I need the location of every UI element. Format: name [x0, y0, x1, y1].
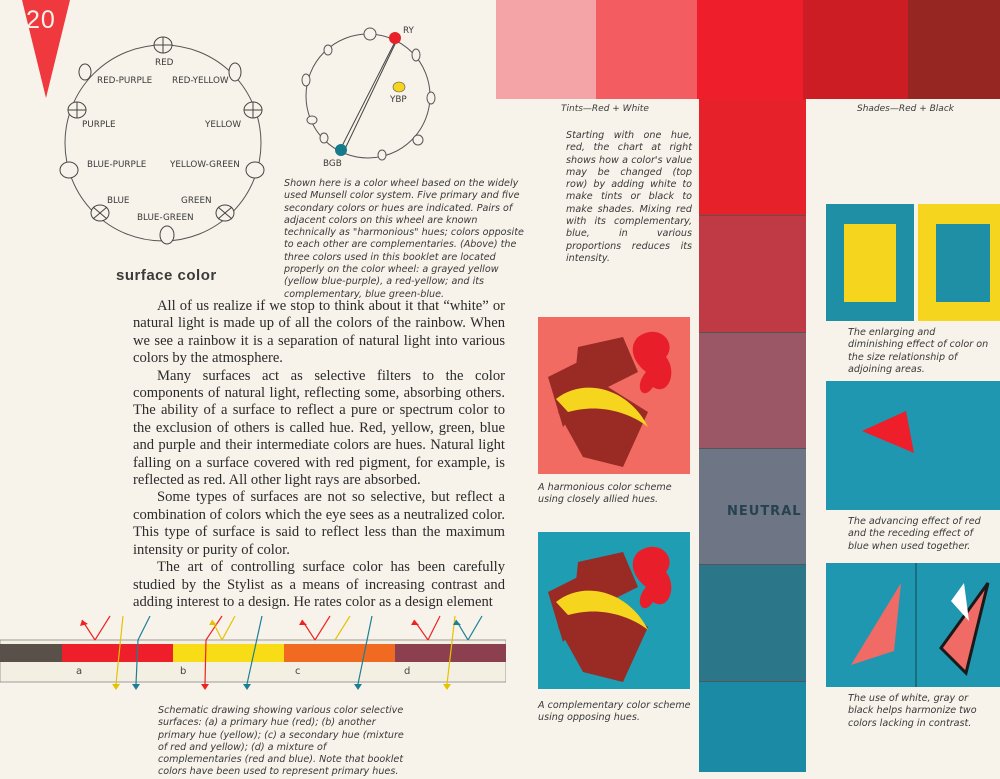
schematic-letter-a: a — [76, 666, 83, 677]
body-paragraph: Some types of surfaces are not so selective, but reflect a combination of colors which the eye sees as a neutralized color. This type of surface is said to reflect less than the maximum intensity or purity of color. — [133, 489, 505, 558]
intensity-swatch — [699, 682, 806, 772]
schematic-caption: Schematic drawing showing various color selective surfaces: (a) a primary hue (red); (b) another primary hue (yellow); (c) a secondary hue (mixture of red and yellow); (d) a mixture of complementaries (red and blue). Note that booklet colors have been used to represent primary hues. — [158, 705, 404, 778]
shades-label: Shades—Red + Black — [857, 104, 954, 114]
complementary-caption: A complementary color scheme using opposing hues. — [538, 700, 691, 724]
schematic-letter-c: c — [295, 666, 301, 677]
intensity-swatch — [699, 216, 806, 333]
harmonize-caption: The use of white, gray or black helps harmonize two colors lacking in contrast. — [848, 693, 977, 729]
wheel-label-green: GREEN — [181, 196, 212, 206]
wheel-label-yellow: YELLOW — [205, 120, 242, 130]
wheel-label-blue: BLUE — [107, 196, 130, 206]
harmonize-effect-panel — [826, 563, 1000, 687]
shade-swatch-mid — [803, 0, 908, 99]
body-text — [133, 298, 505, 611]
harmonious-scheme-art — [538, 317, 690, 474]
neutral-swatch — [699, 449, 806, 565]
intensity-swatch — [699, 99, 806, 216]
bgb-dot — [335, 144, 347, 156]
tint-swatch-mid — [596, 0, 697, 99]
wheel-label-purple: PURPLE — [82, 120, 116, 130]
tint-swatch-light — [496, 0, 596, 99]
wheel-label-blue-green: BLUE-GREEN — [137, 213, 194, 223]
body-paragraph: Many surfaces act as selective filters to the color components of natural light, reflecting some, absorbing others. The ability of a surface to reflect a pure or spectrum color to the exclusion of others is called hue. Red, yellow, green, blue and purple and their intermediate colors are hues. Natural light falling on a surface covered with red pigment, for example, is reflected as red. All other light rays are absorbed. — [133, 367, 505, 489]
schematic-letter-d: d — [404, 666, 411, 677]
harmonize-effect-art — [826, 563, 1000, 687]
chart-caption: Starting with one hue, red, the chart at right shows how a color's value may be changed (top row) by adding white to make tints or black to make shades. Mixing red with its complementary, blue, in various proportions reduces its intensity. — [566, 130, 692, 264]
wheel-label-red-purple: RED-PURPLE — [97, 76, 153, 86]
enlarging-caption: The enlarging and diminishing effect of color on the size relationship of adjoining areas. — [848, 327, 989, 375]
intensity-column — [699, 99, 806, 772]
tints-shades-row — [496, 0, 1000, 99]
section-heading: surface color — [116, 267, 217, 284]
complementary-scheme-art — [538, 532, 690, 689]
intensity-swatch — [699, 333, 806, 449]
schematic-letter-b: b — [180, 666, 187, 677]
schematic-drawing — [0, 612, 506, 692]
tints-label: Tints—Red + White — [561, 104, 649, 114]
advancing-effect-art — [826, 381, 1000, 510]
small-wheel-label-ry: RY — [403, 26, 414, 36]
small-wheel-label-ybp: YBP — [390, 95, 407, 105]
complementary-scheme-panel — [538, 532, 690, 689]
body-paragraph: The art of controlling surface color has been carefully studied by the Stylist as a means of increasing contrast and adding interest to a design. He rates color as a design element — [133, 559, 505, 610]
small-wheel-label-bgb: BGB — [323, 159, 342, 169]
ry-dot — [389, 32, 401, 44]
wheel-label-red-yellow: RED-YELLOW — [172, 76, 229, 86]
page-number: 20 — [26, 6, 56, 34]
enlarging-effect-art — [826, 204, 1000, 321]
harmonious-caption: A harmonious color scheme using closely allied hues. — [538, 482, 672, 506]
wheel-label-red: RED — [155, 58, 174, 68]
wheel-label-yellow-green: YELLOW-GREEN — [170, 160, 240, 170]
shade-swatch-dark — [908, 0, 1000, 99]
wheel-label-blue-purple: BLUE-PURPLE — [87, 160, 147, 170]
pure-red-swatch — [697, 0, 803, 99]
neutral-label: NEUTRAL — [727, 504, 802, 519]
munsell-color-wheel — [55, 30, 270, 250]
enlarging-effect-panel — [826, 204, 1000, 321]
body-paragraph: All of us realize if we stop to think about it that “white” or natural light is made up of all the colors of the rainbow. When we see a rainbow it is a separation of natural light into various colors by the atmosphere. — [133, 298, 505, 367]
harmonious-scheme-panel — [538, 317, 690, 474]
ybp-dot — [393, 82, 405, 92]
intensity-swatch — [699, 565, 806, 682]
booklet-color-wheel — [298, 20, 448, 170]
wheel-caption: Shown here is a color wheel based on the widely used Munsell color system. Five primary and five secondary colors or hues are indicated. Pairs of adjacent colors on this wheel are known technically as "harmonious" hues; colors opposite to each other are complementaries. (Above) the three colors used in this booklet are located properly on the color wheel: a grayed yellow (yellow blue-purple), a red-yellow; and its complementary, blue green-blue. — [284, 178, 524, 300]
advancing-caption: The advancing effect of red and the receding effect of blue when used together. — [848, 516, 981, 552]
advancing-effect-panel — [826, 381, 1000, 510]
